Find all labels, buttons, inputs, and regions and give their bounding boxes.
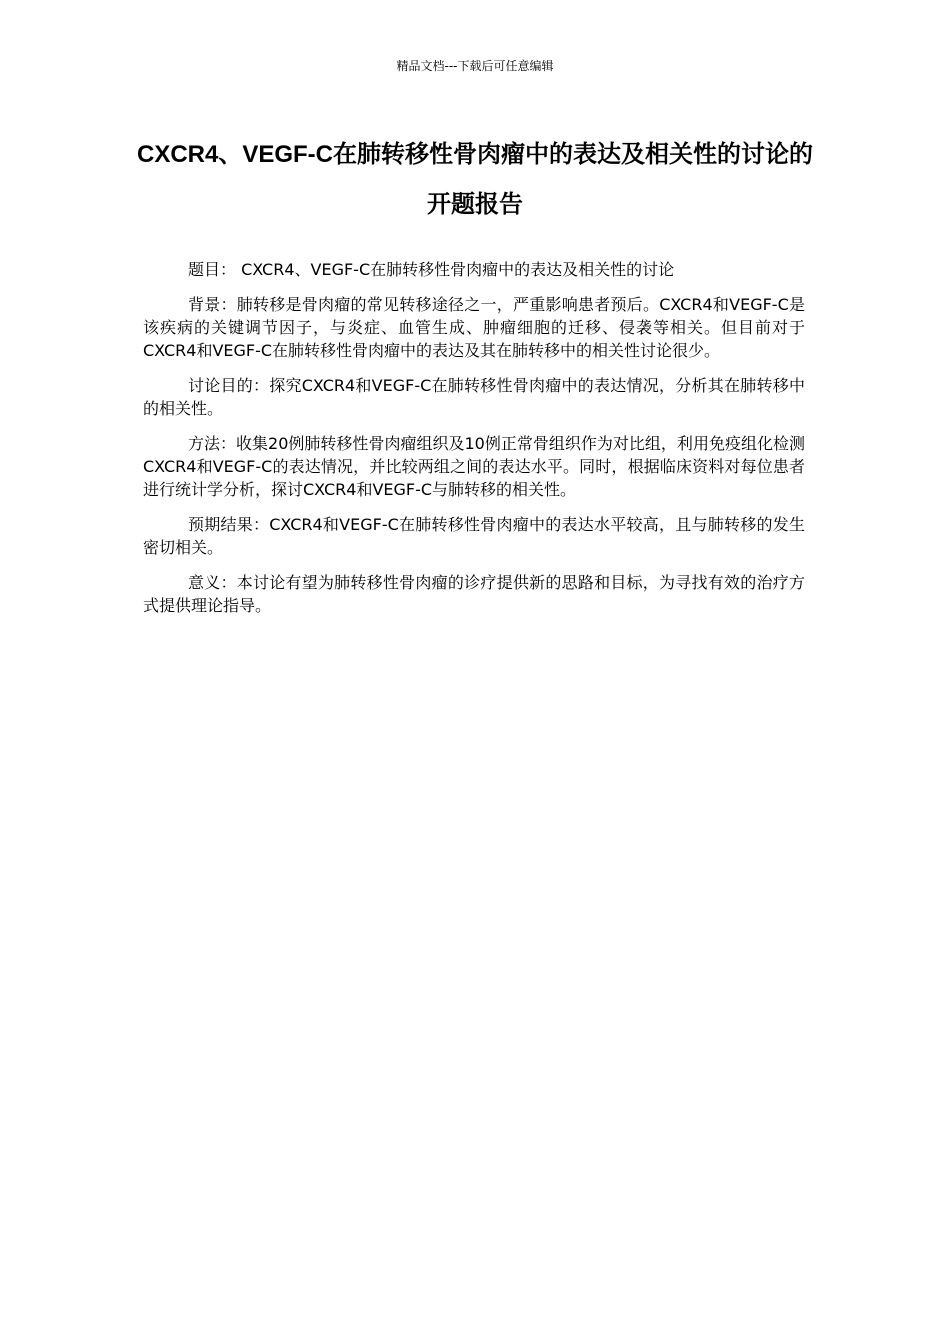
- paragraph-expected-results: 预期结果：CXCR4和VEGF-C在肺转移性骨肉瘤中的表达水平较高，且与肺转移的发生密切相关。: [143, 515, 805, 557]
- document-body: [143, 258, 805, 629]
- header-note: 精品文档---下载后可任意编辑: [396, 59, 554, 73]
- paragraph-methods: 方法：收集20例肺转移性骨肉瘤组织及10例正常骨组织作为对比组，利用免疫组化检测CXCR4和VEGF-C的表达情况，并比较两组之间的表达水平。同时，根据临床资料对每位患者进行统计学分析，探讨CXCR4和VEGF-C与肺转移的相关性。: [143, 434, 805, 499]
- paragraph-topic: 题目： CXCR4、VEGF-C在肺转移性骨肉瘤中的表达及相关性的讨论: [188, 260, 675, 279]
- paragraph-background: 背景：肺转移是骨肉瘤的常见转移途径之一，严重影响患者预后。CXCR4和VEGF-C是该疾病的关键调节因子，与炎症、血管生成、肿瘤细胞的迁移、侵袭等相关。但目前对于CXCR4和VEGF-C在肺转移性骨肉瘤中的表达及其在肺转移中的相关性讨论很少。: [143, 295, 805, 360]
- document-title: CXCR4、VEGF-C在肺转移性骨肉瘤中的表达及相关性的讨论的开题报告: [136, 141, 814, 218]
- paragraph-significance: 意义：本讨论有望为肺转移性骨肉瘤的诊疗提供新的思路和目标，为寻找有效的治疗方式提供理论指导。: [143, 573, 805, 615]
- paragraph-objective: 讨论目的：探究CXCR4和VEGF-C在肺转移性骨肉瘤中的表达情况，分析其在肺转移中的相关性。: [143, 376, 805, 418]
